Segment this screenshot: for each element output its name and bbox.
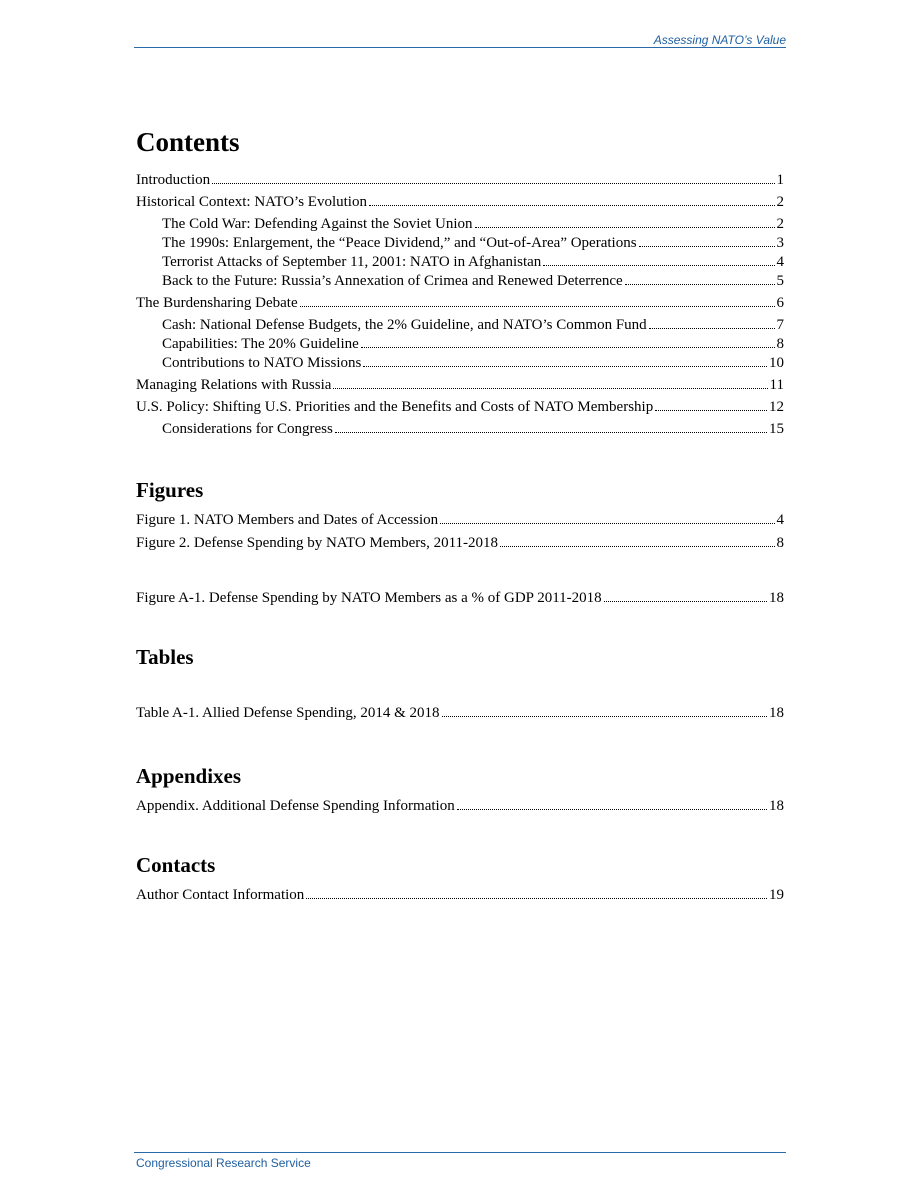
- toc-entry-page: 4: [776, 254, 784, 270]
- toc-entry-capabilities[interactable]: [136, 335, 784, 354]
- toc-entry-back-to-the-future[interactable]: [136, 272, 784, 291]
- toc-leader-dots: [500, 546, 774, 547]
- toc-leader-dots: [543, 265, 774, 266]
- toc-entry-page: 18: [769, 590, 784, 606]
- toc-entry-page: 15: [769, 421, 784, 437]
- toc-leader-dots: [655, 410, 767, 411]
- toc-leader-dots: [369, 205, 775, 206]
- toc-entry-label: Figure A-1. Defense Spending by NATO Members as a % of GDP 2011-2018: [136, 590, 602, 606]
- footer-publisher: Congressional Research Service: [136, 1156, 311, 1170]
- toc-entry-label: Managing Relations with Russia: [136, 377, 332, 393]
- toc-entry-page: 18: [769, 798, 784, 814]
- toc-entry-burdensharing-debate[interactable]: [136, 294, 784, 313]
- toc-entry-page: 19: [769, 887, 784, 903]
- toc-leader-dots: [639, 246, 775, 247]
- toc-entry-page: 3: [776, 235, 784, 251]
- toc-entry-contributions[interactable]: [136, 354, 784, 373]
- toc-entry-page: 8: [776, 336, 784, 352]
- toc-entry-page: 2: [776, 194, 784, 210]
- toc-entry-label: Introduction: [136, 172, 211, 188]
- toc-entry-label: Figure 2. Defense Spending by NATO Members, 2011-2018: [136, 535, 499, 551]
- toc-entry-page: 10: [769, 355, 784, 371]
- tables-heading: Tables: [136, 645, 194, 669]
- toc-entry-introduction[interactable]: [136, 171, 784, 190]
- running-header-title: Assessing NATO’s Value: [653, 33, 786, 47]
- toc-leader-dots: [475, 227, 775, 228]
- toc-entry-label: Capabilities: The 20% Guideline: [162, 336, 359, 352]
- toc-entry-page: 7: [776, 317, 784, 333]
- toc-entry-label: The Burdensharing Debate: [136, 295, 298, 311]
- contacts-section: [136, 852, 784, 905]
- toc-entry-september-11[interactable]: [136, 253, 784, 272]
- toc-entry-page: 18: [769, 705, 784, 721]
- toc-entry-label: The Cold War: Defending Against the Soviet Union: [162, 216, 473, 232]
- toc-entry-appendix[interactable]: [136, 797, 784, 816]
- toc-leader-dots: [306, 898, 767, 899]
- toc-entry-page: 5: [776, 273, 784, 289]
- toc-leader-dots: [212, 183, 774, 184]
- toc-entry-considerations[interactable]: [136, 420, 784, 439]
- toc-entry-cold-war[interactable]: [136, 215, 784, 234]
- toc-entry-label: U.S. Policy: Shifting U.S. Priorities and the Benefits and Costs of NATO Membership: [136, 399, 654, 415]
- toc-leader-dots: [457, 809, 767, 810]
- toc-entry-page: 6: [776, 295, 784, 311]
- contents-list: [136, 171, 784, 439]
- toc-leader-dots: [300, 306, 775, 307]
- toc-entry-label: Considerations for Congress: [162, 421, 333, 437]
- running-header: [134, 33, 786, 48]
- toc-entry-label: Back to the Future: Russia’s Annexation of Crimea and Renewed Deterrence: [162, 273, 623, 289]
- toc-leader-dots: [604, 601, 767, 602]
- toc-entry-figure-2[interactable]: [136, 534, 784, 553]
- toc-leader-dots: [361, 347, 775, 348]
- toc-entry-page: 8: [776, 535, 784, 551]
- table-of-contents: [136, 125, 784, 908]
- toc-leader-dots: [333, 388, 767, 389]
- toc-entry-page: 2: [776, 216, 784, 232]
- toc-entry-author-contact[interactable]: [136, 886, 784, 905]
- contacts-heading: Contacts: [136, 853, 216, 877]
- toc-entry-label: The 1990s: Enlargement, the “Peace Dividend,” and “Out-of-Area” Operations: [162, 235, 637, 251]
- toc-entry-label: Author Contact Information: [136, 887, 305, 903]
- toc-entry-label: Appendix. Additional Defense Spending Information: [136, 798, 455, 814]
- tables-section: [136, 644, 784, 723]
- figures-section: [136, 477, 784, 608]
- toc-entry-label: Historical Context: NATO’s Evolution: [136, 194, 367, 210]
- toc-entry-label: Table A-1. Allied Defense Spending, 2014 & 2018: [136, 705, 440, 721]
- toc-leader-dots: [440, 523, 774, 524]
- toc-entry-page: 1: [776, 172, 784, 188]
- contents-heading: Contents: [136, 127, 240, 157]
- toc-entry-page: 12: [769, 399, 784, 415]
- toc-entry-figure-1[interactable]: [136, 511, 784, 530]
- toc-entry-label: Figure 1. NATO Members and Dates of Accession: [136, 512, 439, 528]
- toc-entry-managing-relations[interactable]: [136, 376, 784, 395]
- toc-entry-page: 4: [776, 512, 784, 528]
- toc-leader-dots: [649, 328, 775, 329]
- toc-entry-figure-a1[interactable]: [136, 589, 784, 608]
- toc-leader-dots: [442, 716, 768, 717]
- toc-entry-cash[interactable]: [136, 316, 784, 335]
- figures-heading: Figures: [136, 478, 204, 502]
- running-footer: [134, 1152, 786, 1170]
- toc-entry-table-a1[interactable]: [136, 704, 784, 723]
- toc-entry-label: Contributions to NATO Missions: [162, 355, 362, 371]
- toc-leader-dots: [363, 366, 767, 367]
- toc-leader-dots: [625, 284, 775, 285]
- toc-leader-dots: [335, 432, 767, 433]
- toc-entry-historical-context[interactable]: [136, 193, 784, 212]
- toc-entry-label: Terrorist Attacks of September 11, 2001: NATO in Afghanistan: [162, 254, 542, 270]
- toc-entry-1990s[interactable]: [136, 234, 784, 253]
- toc-entry-us-policy[interactable]: [136, 398, 784, 417]
- appendixes-heading: Appendixes: [136, 764, 242, 788]
- toc-entry-label: Cash: National Defense Budgets, the 2% Guideline, and NATO’s Common Fund: [162, 317, 647, 333]
- toc-entry-page: 11: [769, 377, 784, 393]
- appendixes-section: [136, 763, 784, 816]
